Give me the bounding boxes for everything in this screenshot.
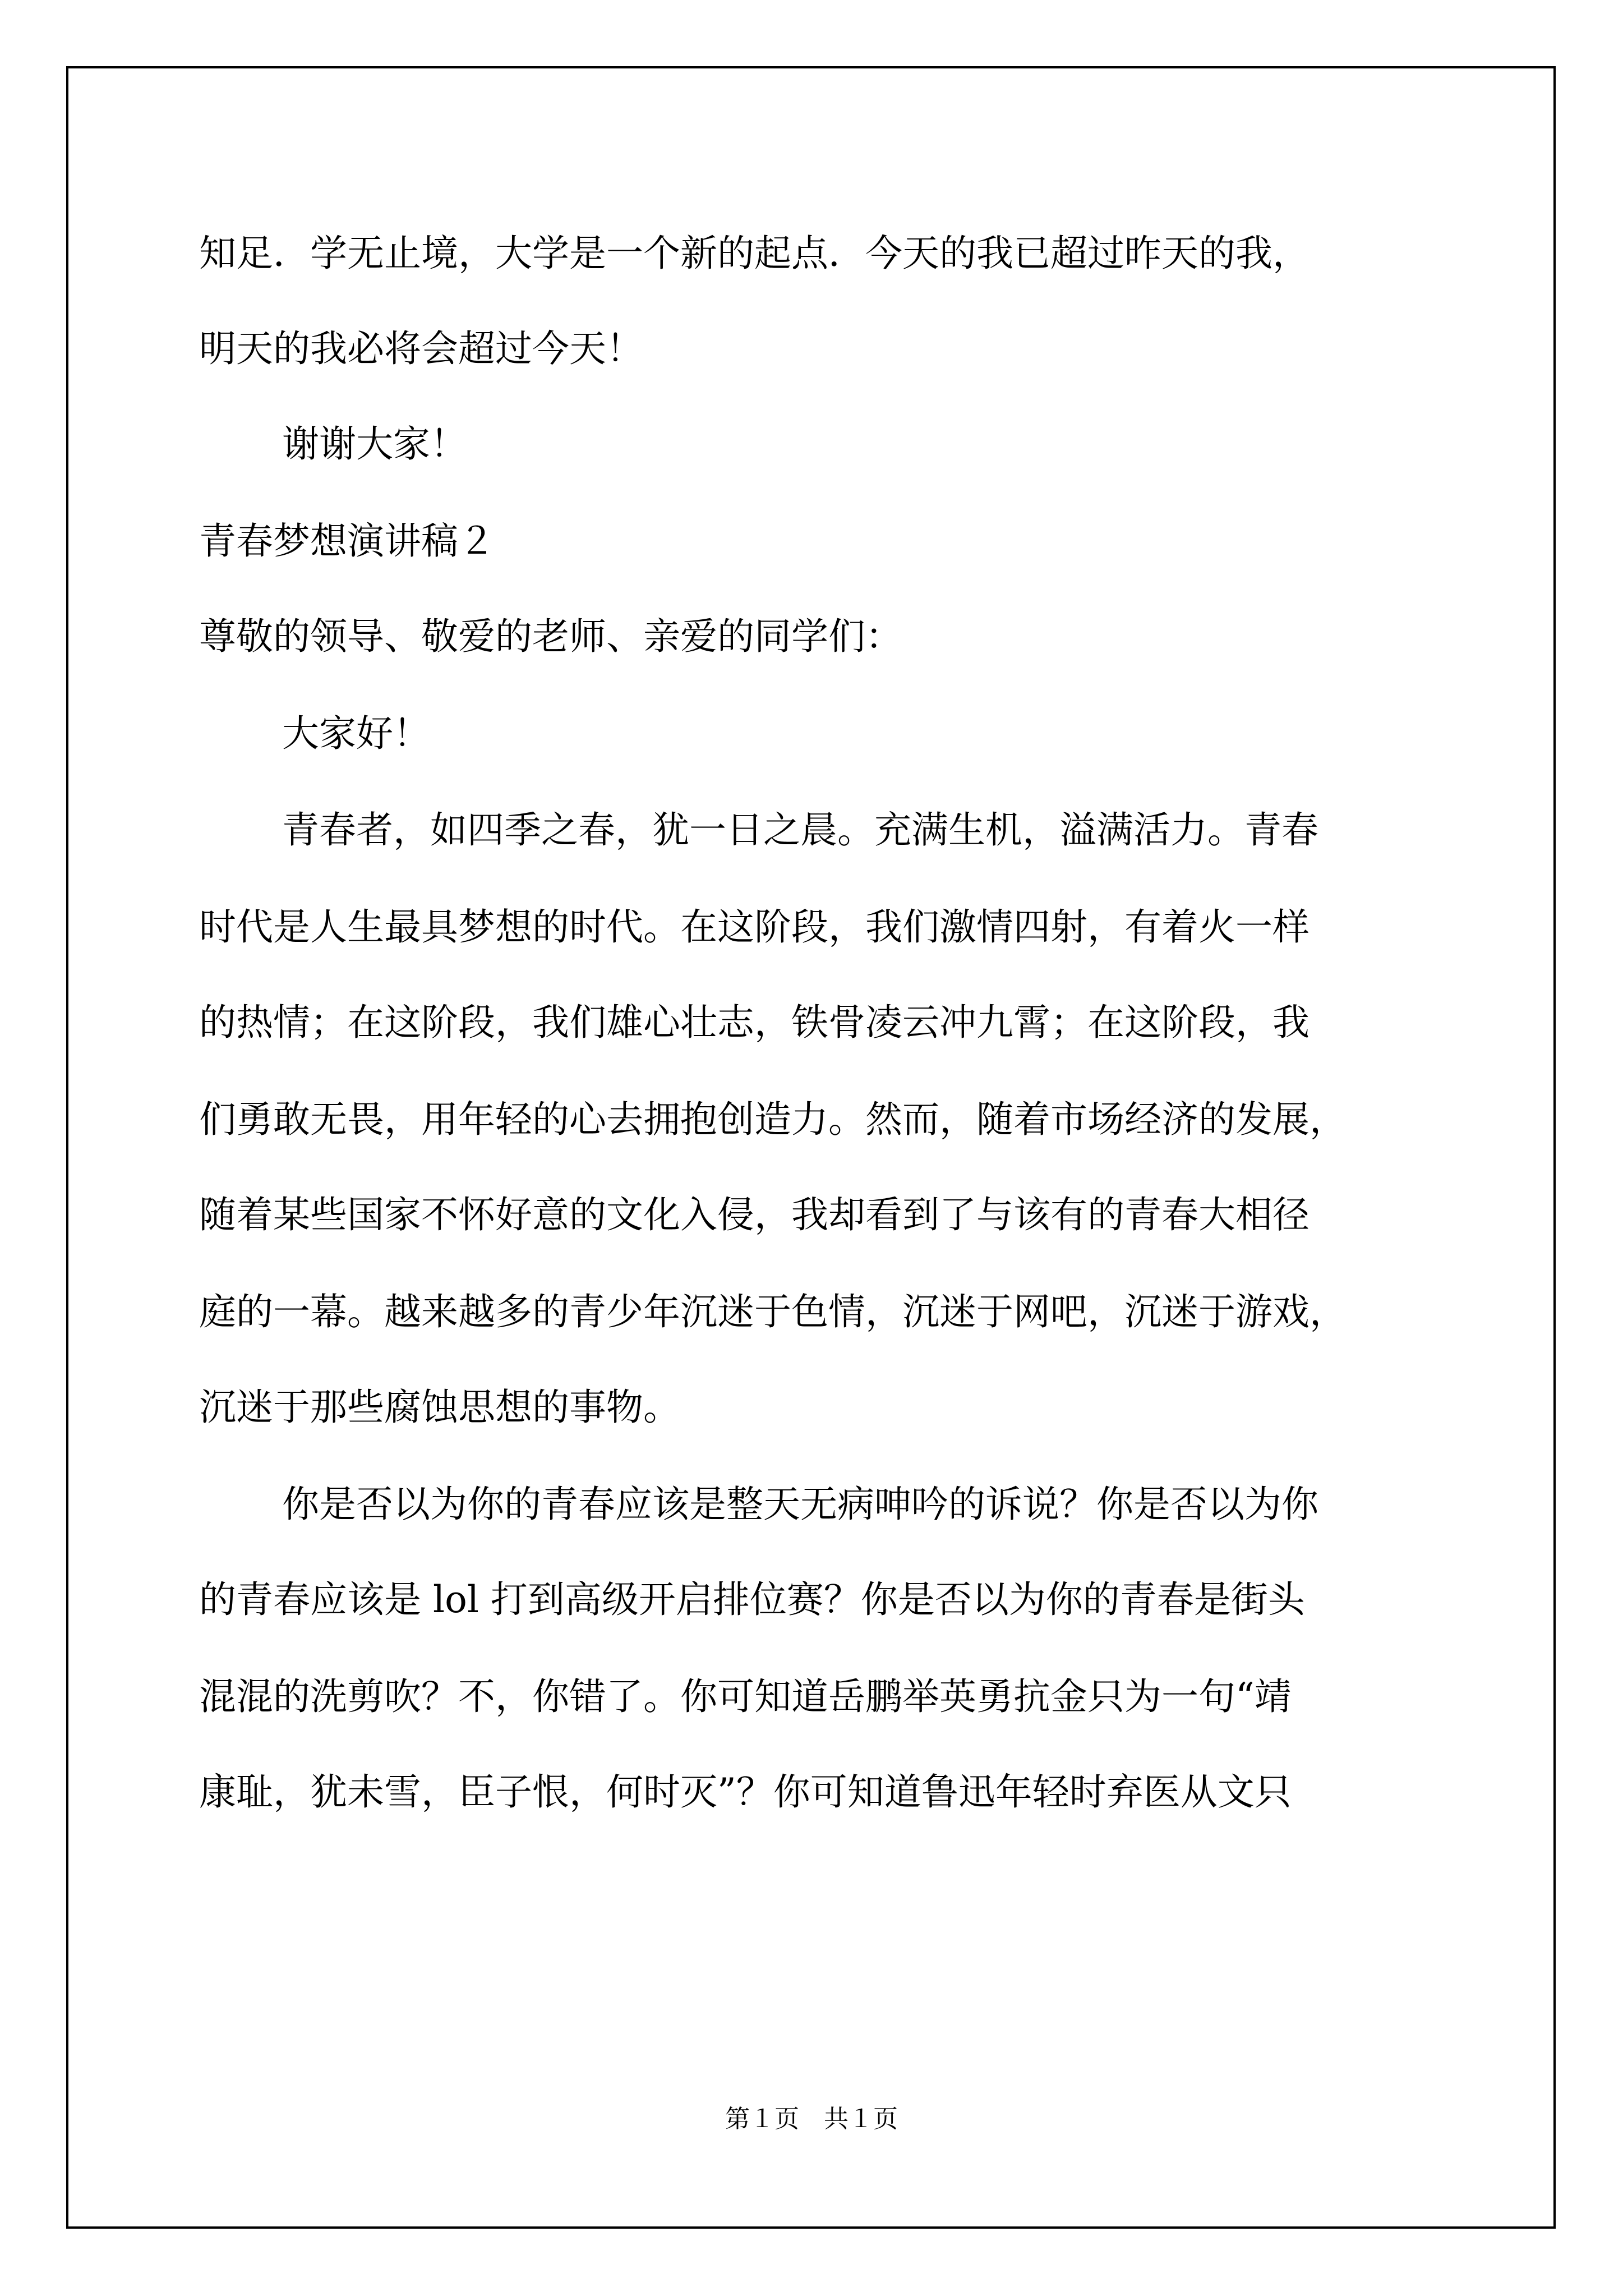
closing-thanks: 谢谢大家！: [282, 422, 467, 466]
text-line-12: 庭的一幕。越来越多的青少年沉迷于色情，沉迷于网吧，沉迷于游戏，: [199, 1290, 1347, 1333]
section-title: 青春梦想演讲稿２: [199, 519, 495, 563]
text-line-2: 明天的我必将会超过今天！: [199, 327, 643, 370]
text-line-17: 康耻，犹未雪，臣子恨，何时灭”？你可知道鲁迅年轻时弃医从文只: [199, 1770, 1292, 1814]
text-line-11: 随着某些国家不怀好意的文化入侵，我却看到了与该有的青春大相径: [199, 1193, 1310, 1236]
text-line-14: 你是否以为你的青春应该是整天无病呻吟的诉说？你是否以为你: [282, 1483, 1318, 1526]
text-line-9: 的热情；在这阶段，我们雄心壮志，铁骨凌云冲九霄；在这阶段，我: [199, 1001, 1310, 1044]
text-line-16: 混混的洗剪吹？不，你错了。你可知道岳鹏举英勇抗金只为一句“靖: [199, 1675, 1292, 1718]
page-footer: 第１页 共１页: [725, 2105, 898, 2133]
text-line-1: 知足．学无止境，大学是一个新的起点．今天的我已超过昨天的我，: [199, 232, 1310, 275]
text-line-8: 时代是人生最具梦想的时代。在这阶段，我们激情四射，有着火一样: [199, 905, 1310, 949]
text-line-15: 的青春应该是 lol 打到高级开启排位赛？你是否以为你的青春是街头: [199, 1578, 1305, 1621]
text-line-7: 青春者，如四季之春，犹一日之晨。充满生机，溢满活力。青春: [282, 808, 1318, 852]
page-border: [66, 66, 1556, 2229]
greeting: 大家好！: [282, 712, 430, 755]
salutation: 尊敬的领导、敬爱的老师、亲爱的同学们：: [199, 615, 902, 658]
text-line-10: 们勇敢无畏，用年轻的心去拥抱创造力。然而，随着市场经济的发展，: [199, 1098, 1347, 1141]
text-line-13: 沉迷于那些腐蚀思想的事物。: [199, 1386, 680, 1429]
